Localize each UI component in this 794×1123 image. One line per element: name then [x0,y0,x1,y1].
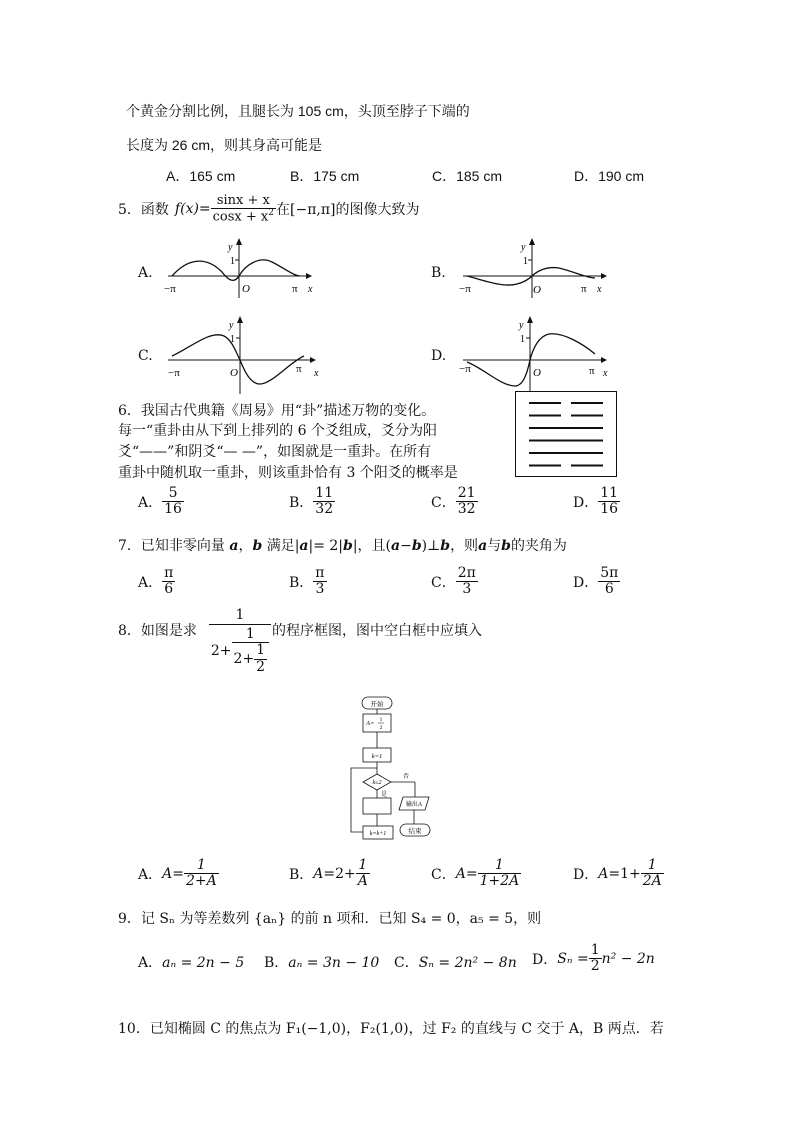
origin-label: O [230,367,238,379]
q6-line3: 爻“——”和阴爻“— —”，如图就是一重卦。在所有 [118,444,432,460]
q8-cf-inner-one: 1 [232,627,270,643]
q8-option-c [431,858,521,890]
q5-number: 5．函数 [118,202,169,219]
q6-option-b [289,486,335,518]
q7-text-e: )⊥ [421,538,441,554]
numerator: π [315,565,325,581]
option-fraction [641,858,664,890]
neg-pi-label: −π [459,363,471,375]
numerator: 1 [641,858,664,874]
y-axis-arrow [237,316,243,323]
x-axis-arrow [310,357,316,363]
numerator: 1 [590,942,600,958]
denominator: 6 [604,581,614,598]
x-label: x [308,284,313,295]
option-fraction [589,943,602,975]
q5-graph-a [160,236,320,300]
q6-option-d [573,486,620,518]
vector-a: a [391,538,401,554]
q6-option-a [138,486,184,518]
one-label: 1 [523,256,528,267]
q5-numerator: sinx + x [211,194,276,209]
denominator: 2A [642,873,662,890]
q8-continued-fraction [209,606,271,675]
option-fraction [598,486,620,518]
option-label: B． [264,955,289,971]
x-axis-arrow [601,273,607,279]
q9-option-b [264,952,379,972]
y-label: y [521,242,526,253]
option-label: D． [573,574,599,591]
option-lhs: A= [598,865,621,882]
q5-fraction [211,194,276,225]
x-label: x [597,284,602,295]
vector-a: a [478,538,488,554]
q5-tail: 在[−π,π]的图像大致为 [276,202,420,219]
curve [172,260,300,280]
option-fraction [356,858,370,890]
q9-stem: 9．记 Sₙ 为等差数列 {aₙ} 的前 n 项和．已知 S₄ = 0，a₅ = 5，则 [118,911,542,927]
flow-yes-label: 是 [381,792,388,798]
option-label: D． [573,494,599,511]
option-label: C． [431,866,456,883]
flow-no-label: 否 [403,774,410,780]
q8-cf-half-n: 1 [256,642,266,659]
q7-option-c [431,566,478,598]
x-axis-arrow [601,357,607,363]
q7-option-d [573,566,620,598]
vector-b: b [411,538,422,554]
y-label: y [228,242,233,253]
denominator: 32 [457,501,476,518]
option-pre: 1+ [620,865,641,882]
option-label: B． [289,574,314,591]
denominator: 16 [164,501,182,518]
flow-condition-text: k≤2 [372,780,382,786]
option-fraction [313,486,335,518]
numerator: 1 [356,858,370,874]
pi-label: π [296,363,302,375]
denominator: 2 [590,958,600,975]
q8-option-a [138,858,219,890]
q5-denominator [211,209,276,225]
origin-label: O [533,367,541,379]
option-fraction [313,566,326,598]
option-lhs: A= [162,865,184,882]
q7-text-f: ，则 [450,538,479,554]
q4-option-d: D．190 cm [574,168,645,184]
option-label: A． [138,866,163,883]
x-axis-arrow [306,273,312,279]
q8-cf-two-plus: 2+ [210,643,232,660]
option-fraction [456,486,478,518]
q8-option-b [289,858,370,890]
denominator: 2+A [185,873,217,890]
q9-option-d-expr: Sₙ = [557,950,589,967]
denominator: A [357,873,368,890]
numerator: 5π [600,565,619,581]
vector-b: b [501,538,511,554]
flow-increment-text: k=k+1 [369,831,387,837]
origin-label: O [242,283,250,295]
neg-pi-label: −π [164,283,176,295]
denominator: 16 [600,501,619,518]
pi-label: π [581,283,587,295]
numerator: 1 [478,858,522,874]
option-lhs: A= [313,865,336,882]
vector-b: b [343,538,353,554]
q6-line2: 每一“重卦由从下到上排列的 6 个爻组成，爻分为阳 [118,423,437,439]
q7-minus: − [400,538,412,554]
q5-denominator-exp: 2 [268,208,274,219]
denominator: 32 [315,501,334,518]
q9-option-a-expr: aₙ = 2n − 5 [162,955,245,971]
option-label: B． [289,494,314,511]
q5-graph-b [455,236,615,300]
numerator: 11 [600,485,619,501]
flow-blank-box [363,798,391,814]
vector-a: a [299,538,309,554]
q4-line1: 个黄金分割比例，且腿长为 105 cm，头顶至脖子下端的 [126,103,470,119]
one-label: 1 [230,334,235,345]
q8-cf-two-plus-inner: 2+ [233,650,255,667]
flow-init-a-n: 1 [379,717,383,723]
q5-label-c: C. [138,348,153,364]
option-label: A． [138,494,163,511]
option-fraction [478,858,522,890]
q9-option-d [532,943,655,975]
flow-start-text: 开始 [370,701,384,708]
vector-b: b [252,538,263,554]
numerator: 11 [315,485,334,501]
q7-text-g: 与 [487,538,502,554]
option-label: D． [573,866,599,883]
flow-init-a-lhs: A= [366,720,375,727]
q6-option-c [431,486,478,518]
x-label: x [314,368,319,379]
option-lhs: A= [455,865,478,882]
option-fraction [162,566,175,598]
q6-hexagram [515,391,617,477]
q8-option-d [573,858,664,890]
q4-option-c: C．185 cm [432,168,503,184]
q7-option-b [289,566,327,598]
q8-cf-inner-den [232,643,270,675]
q10-stem: 10．已知椭圆 C 的焦点为 F₁(−1,0)，F₂(1,0)，过 F₂ 的直线与 C 交于 A，B 两点．若 [118,1021,664,1037]
y-axis-arrow [527,316,533,323]
option-label: C． [431,574,456,591]
option-fraction [598,566,620,598]
option-label: A． [138,574,163,591]
option-fraction [456,566,478,598]
vector-a: a [229,538,239,554]
denominator: 6 [164,581,174,598]
flow-end-text: 结束 [408,828,422,835]
q5-fx: f(x)= [174,201,211,218]
q9-option-c [394,952,517,972]
numerator: 2π [457,565,476,581]
q4-option-a: A．165 cm [166,168,236,184]
x-label: x [603,368,608,379]
numerator: π [164,565,174,581]
one-label: 1 [520,334,525,345]
denominator: 3 [462,581,472,598]
option-pre: 2+ [335,865,356,882]
flow-init-k-text: k=1 [371,753,383,760]
q4-line2: 长度为 26 cm，则其身高可能是 [126,137,323,153]
q4-option-b: B．175 cm [290,168,360,184]
q5-label-d: D. [431,348,447,364]
flow-init-a-d: 2 [379,725,383,731]
one-label: 1 [230,256,235,267]
q6-line4: 重卦中随机取一重卦，则该重卦恰有 3 个阳爻的概率是 [118,465,458,481]
vector-b: b [440,538,451,554]
q8-cf-inner [232,627,270,675]
origin-label: O [533,284,541,296]
q8-head: 8．如图是求 [118,623,197,639]
y-label: y [229,320,234,331]
q9-option-c-expr: Sₙ = 2n² − 8n [418,955,517,971]
option-label: D． [532,951,558,968]
q8-tail: 的程序框图，图中空白框中应填入 [272,623,482,639]
q5-label-b: B. [431,265,446,281]
q8-cf-half-d: 2 [256,658,266,675]
q8-flowchart [345,694,455,844]
q9-options [138,952,244,972]
q7-text-c: |= 2| [308,538,344,554]
denominator: 1+2A [479,873,520,890]
flow-output-text: 输出A [405,802,423,808]
q6-line1: 6．我国古代典籍《周易》用“卦”描述万物的变化。 [118,403,436,419]
option-label: C． [394,955,419,971]
q8-cf-half [254,643,267,675]
q8-cf-denominator [209,627,271,675]
q7-text-h: 的夹角为 [510,538,567,554]
q7-text-a: 7．已知非零向量 [118,538,225,554]
option-label: A． [138,955,163,971]
option-label: C． [431,494,456,511]
option-fraction [184,858,219,890]
neg-pi-label: −π [168,367,180,379]
numerator: 21 [457,485,476,501]
option-fraction [162,486,184,518]
y-label: y [519,320,524,331]
pi-label: π [589,365,595,377]
option-label: B． [289,866,314,883]
q5-graph-d [455,314,615,396]
denominator: 3 [315,581,325,598]
q5-graph-c [160,314,330,396]
q8-cf-one: 1 [209,606,271,625]
hexagram-frame [516,392,617,477]
y-axis-arrow [529,238,535,245]
q7-text-d: |，且( [352,538,392,554]
q7-option-a [138,566,175,598]
q5-denominator-base: cosx + x [212,209,269,225]
q5-stem [118,194,420,225]
q7-stem [118,535,567,555]
q9-option-d-tail: n² − 2n [601,950,655,967]
q7-text-b: 满足| [266,538,300,554]
neg-pi-label: −π [459,283,471,295]
q9-option-b-expr: aₙ = 3n − 10 [288,955,380,971]
y-axis-arrow [236,238,242,245]
q5-label-a: A. [138,265,153,281]
numerator: 5 [162,486,184,502]
q7-sep: ， [238,538,253,554]
numerator: 1 [184,858,219,874]
curve [172,335,304,384]
pi-label: π [292,283,298,295]
